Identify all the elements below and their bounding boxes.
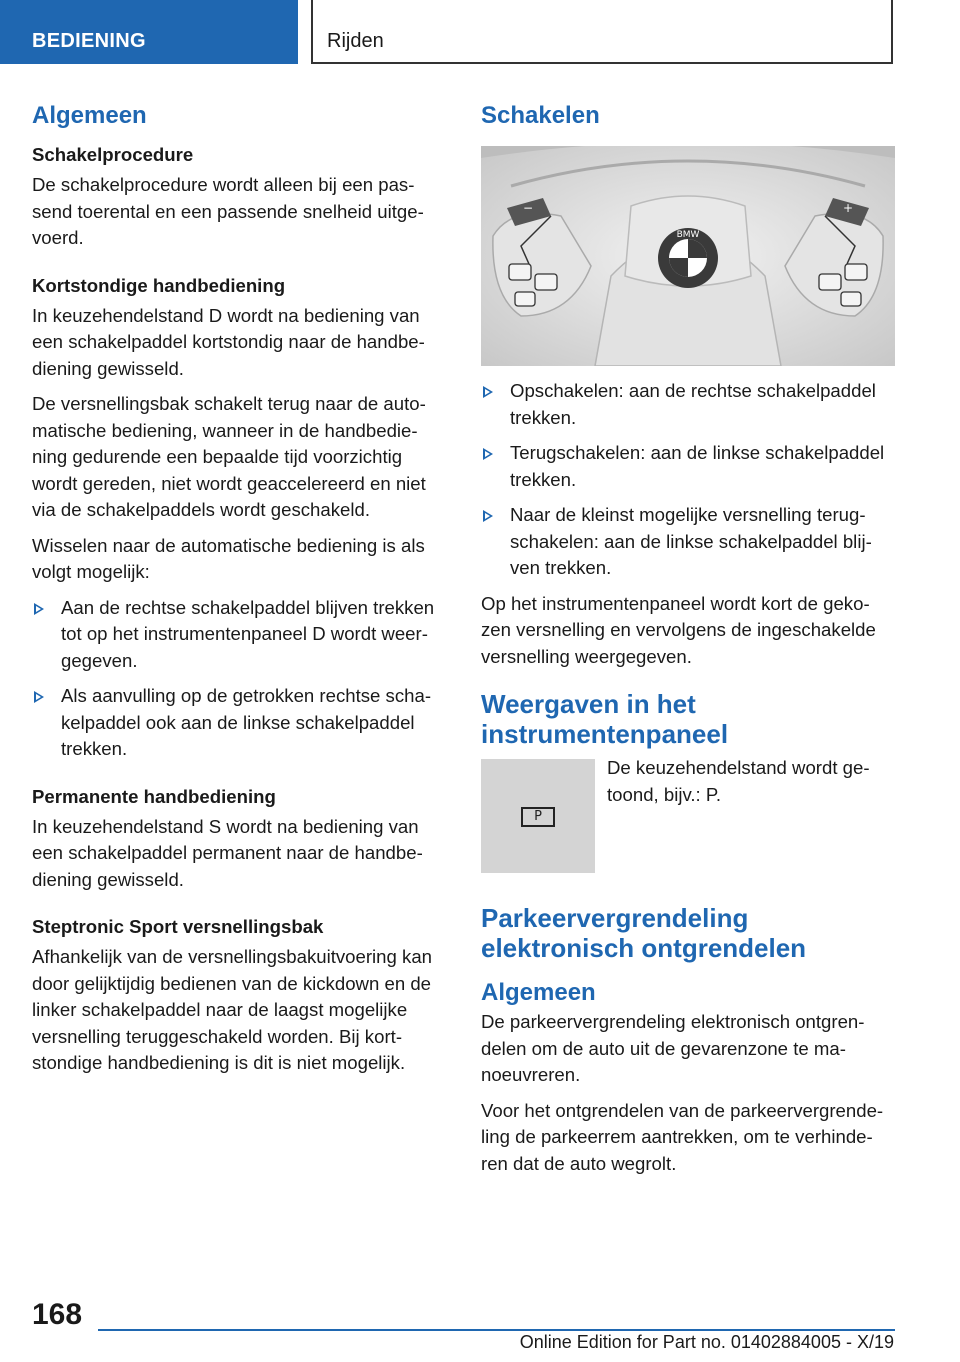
gear-p-badge: P (521, 807, 555, 827)
steering-wheel-illustration (481, 146, 895, 366)
paddle-minus-label: − (523, 201, 534, 215)
display-section (481, 759, 893, 889)
list-item: Opschakelen: aan de rechtse schakelpaddel trekken. (481, 378, 893, 431)
bullet-list-auto-return (32, 595, 444, 763)
paragraph-display: De keuzehendelstand wordt getoond, bijv.: P. (607, 757, 870, 805)
paragraph-short-manual-1: In keuzehendelstand D wordt na bediening van een schakelpaddel kortstondig naar de handbediening gewisseld. (32, 304, 425, 379)
section-tab (0, 0, 298, 64)
heading-shifting: Schakelen (481, 102, 600, 129)
paragraph-shifting: Op het instrumentenpaneel wordt kort de gekozen versnelling en vervolgens de ingeschakelde versnelling weergegeven. (481, 592, 876, 667)
paragraph-shift-procedure: De schakelprocedure wordt alleen bij een passend toerental en een passende snelheid uitgevoerd. (32, 174, 424, 248)
list-item: Aan de rechtse schakelpaddel blijven trekken tot op het instrumentenpaneel D wordt weergegeven. (32, 595, 444, 675)
heading-short-manual: Kortstondige handbediening (32, 274, 286, 296)
chapter-title: Rijden (327, 30, 384, 52)
bmw-logo-text: BMW (676, 230, 700, 240)
paragraph-short-manual-3: Wisselen naar de automatische bediening is als volgt mogelijk: (32, 534, 425, 582)
heading-park-lock: Parkeervergrendeling elektronisch ontgrendelen (481, 903, 807, 963)
heading-shift-procedure: Schakelprocedure (32, 144, 194, 165)
paragraph-short-manual-2: De versnellingsbak schakelt terug naar de automatische bediening, wanneer in de handbediening gedurende een bepaalde tijd voorzichtig wordt gereden, niet wordt geaccelereerd en niet via de schakelpaddels wordt geschakeld. (32, 393, 426, 520)
paddle-plus-label: + (843, 201, 854, 215)
paragraph-permanent-manual: In keuzehendelstand S wordt na bediening van een schakelpaddel permanent naar de handbediening gewisseld. (32, 815, 423, 890)
page-number: 168 (32, 1298, 83, 1331)
list-item: Naar de kleinst mogelijke versnelling terugschakelen: aan de linkse schakelpaddel blijven trekken. (481, 502, 893, 582)
heading-displays: Weergaven in het instrumentenpaneel (481, 689, 729, 749)
footer-edition: Online Edition for Part no. 01402884005 - X/19 (519, 1332, 894, 1352)
list-item: Als aanvulling op de getrokken rechtse schakelpaddel ook aan de linkse schakelpaddel trekken. (32, 683, 444, 763)
bullet-list-shifting (481, 378, 893, 582)
heading-steptronic: Steptronic Sport versnellingsbak (32, 916, 324, 937)
paragraph-steptronic: Afhankelijk van de versnellingsbakuitvoering kan door gelijktijdig bedienen van de kickdown en de linker schakelpaddel naar de laagst mogelijke versnelling teruggeschakeld worden. Bij kortstondige handbediening is dit is niet mogelijk. (32, 946, 433, 1073)
right-column (481, 100, 893, 1186)
paragraph-park-1: De parkeervergrendeling elektronisch ontgrendelen om de auto uit de gevarenzone te manoeuvreren. (481, 1011, 865, 1085)
triangle-bullet-icon (34, 603, 44, 615)
heading-general: Algemeen (32, 102, 147, 129)
footer-divider (98, 1329, 895, 1331)
triangle-bullet-icon (483, 386, 493, 398)
paragraph-park-2: Voor het ontgrendelen van de parkeervergrendeling de parkeerrem aantrekken, om te verhinderen dat de auto wegrolt. (481, 1099, 884, 1174)
list-item: Terugschakelen: aan de linkse schakelpaddel trekken. (481, 440, 893, 493)
section-title: BEDIENING (32, 30, 146, 52)
triangle-bullet-icon (483, 448, 493, 460)
triangle-bullet-icon (483, 510, 493, 522)
chapter-header (311, 0, 893, 64)
instrument-display-illustration (481, 759, 595, 873)
left-column (32, 100, 444, 1086)
heading-park-general: Algemeen (481, 979, 596, 1006)
triangle-bullet-icon (34, 691, 44, 703)
bmw-logo-icon (658, 228, 718, 288)
heading-permanent-manual: Permanente handbediening (32, 785, 276, 807)
